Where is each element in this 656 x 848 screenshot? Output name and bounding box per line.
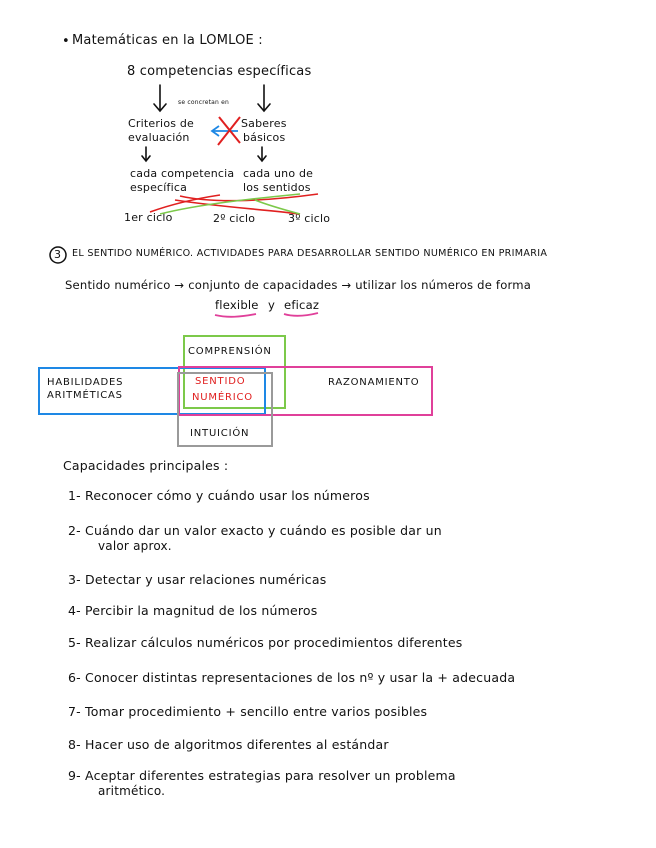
saberes-line2: básicos (243, 131, 286, 144)
razonamiento-label: RAZONAMIENTO (328, 377, 420, 388)
section-title: EL SENTIDO NUMÉRICO. ACTIVIDADES PARA DESARROLLAR SENTIDO NUMÉRICO EN PRIMARIA (72, 248, 548, 259)
capacidad-item-1: 1- Reconocer cómo y cuándo usar los números (68, 488, 370, 503)
header-bullet: • (62, 34, 70, 49)
capacidad-item-5: 5- Realizar cálculos numéricos por procedimientos diferentes (68, 635, 463, 650)
definition-text: Sentido numérico → conjunto de capacidades → utilizar los números de forma (65, 278, 532, 292)
competencias-text: 8 competencias específicas (127, 64, 312, 79)
ciclo-1: 1er ciclo (124, 211, 173, 224)
capacidad-item-4: 4- Percibir la magnitud de los números (68, 603, 318, 618)
criterios-line1: Criterios de (128, 117, 195, 130)
capacidad-item-2: 2- Cuándo dar un valor exacto y cuándo es posible dar un (68, 523, 442, 538)
capacidad-item-9-cont: aritmético. (98, 784, 166, 798)
concretan-text: se concretan en (178, 99, 230, 106)
habilidades-label-line1: HABILIDADES (47, 377, 124, 388)
flexible-word: flexible (215, 298, 259, 312)
capacidad-item-6: 6- Conocer distintas representaciones de los nº y usar la + adecuada (68, 670, 516, 685)
habilidades-label-line2: ARITMÉTICAS (47, 390, 123, 401)
sentido-label-line2: NUMÉRICO (192, 392, 253, 403)
page-title: Matemáticas en la LOMLOE : (72, 33, 263, 48)
capacidad-item-2-cont: valor aprox. (98, 539, 172, 553)
capacidad-item-7: 7- Tomar procedimiento + sencillo entre varios posibles (68, 704, 428, 719)
capacidades-title: Capacidades principales : (63, 458, 229, 473)
cada-competencia-line2: específica (130, 181, 188, 194)
cada-sentido-line2: los sentidos (243, 181, 311, 194)
cada-competencia-line1: cada competencia (130, 167, 235, 180)
ciclo-2: 2º ciclo (213, 212, 256, 225)
capacidad-item-8: 8- Hacer uso de algoritmos diferentes al estándar (68, 737, 389, 752)
y-word: y (268, 298, 276, 312)
eficaz-word: eficaz (284, 298, 320, 312)
saberes-line1: Saberes (241, 117, 287, 130)
criterios-line2: evaluación (128, 131, 190, 144)
capacidad-item-9: 9- Aceptar diferentes estrategias para resolver un problema (68, 768, 456, 783)
sentido-label-line1: SENTIDO (195, 376, 246, 387)
cada-sentido-line1: cada uno de (243, 167, 314, 180)
intuicion-label: INTUICIÓN (190, 428, 250, 439)
section-number: 3 (54, 248, 62, 261)
capacidad-item-3: 3- Detectar y usar relaciones numéricas (68, 572, 327, 587)
comprension-label: COMPRENSIÓN (188, 346, 272, 357)
ciclo-3: 3º ciclo (288, 212, 331, 225)
